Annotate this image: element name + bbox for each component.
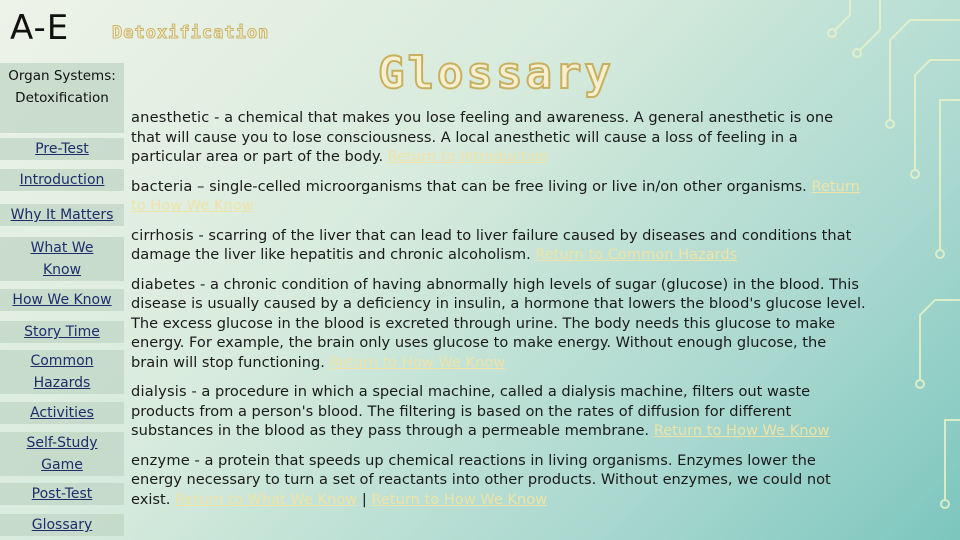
- sidebar-item-introduction[interactable]: Introduction: [0, 169, 124, 191]
- glossary-entry-anesthetic: [131, 108, 866, 167]
- sidebar-item-how-we-know[interactable]: How We Know: [0, 289, 124, 311]
- sidebar-item-why-it-matters[interactable]: Why It Matters: [0, 204, 124, 226]
- glossary-term: enzyme: [131, 451, 190, 469]
- glossary-term: diabetes: [131, 275, 196, 293]
- glossary-definition: - a procedure in which a special machine, called a dialysis machine, filters out waste products from a person's blood. The filtering is based on the rates of diffusion for different substances in the blood as they pass through a permeable membrane.: [131, 383, 811, 439]
- glossary-term: cirrhosis: [131, 226, 194, 244]
- sidebar-item-story-time[interactable]: Story Time: [0, 321, 124, 343]
- return-link[interactable]: Return to How We Know: [653, 422, 830, 439]
- glossary-definition: - a chronic condition of having abnormally high levels of sugar (glucose) in the blood. This disease is usually caused by a deficiency in insulin, a hormone that lowers the blood's glucose level. The excess glucose in the blood is excreted through urine. The body needs this glucose to make energy. For example, the brain only uses glucose to make energy. Without enough glucose, the brain will stop functioning.: [131, 275, 866, 371]
- glossary-definition: - a protein that speeds up chemical reactions in living organisms. Enzymes lower the energy necessary to turn a set of reactants into other products. Without enzymes, we could not exist.: [131, 451, 831, 508]
- sidebar-item-post-test[interactable]: Post-Test: [0, 483, 124, 505]
- glossary-definition: – single-celled microorganisms that can be free living or live in/on other organisms.: [192, 177, 812, 195]
- return-link[interactable]: Return to How We Know: [131, 177, 860, 214]
- unit-code: A-E: [10, 8, 70, 48]
- sidebar-heading: Organ Systems: Detoxification: [0, 63, 124, 133]
- sidebar-item-pre-test[interactable]: Pre-Test: [0, 138, 124, 160]
- page-title: Glossary: [378, 48, 614, 99]
- glossary-definition: - a chemical that makes you lose feeling and awareness. A general anesthetic is one that will cause you to lose consciousness. A local anesthetic will cause a loss of feeling in a particular area or part of the body.: [131, 109, 834, 165]
- sidebar-item-common-hazards[interactable]: Common Hazards: [0, 350, 124, 394]
- glossary-content: [131, 108, 866, 519]
- sidebar-item-activities[interactable]: Activities: [0, 402, 124, 424]
- unit-subtitle: Detoxification: [112, 23, 270, 43]
- sidebar-item-glossary[interactable]: Glossary: [0, 514, 124, 536]
- glossary-entry-enzyme: [131, 451, 866, 510]
- sidebar-item-self-study-game[interactable]: Self-Study Game: [0, 432, 124, 476]
- glossary-entry-dialysis: [131, 382, 866, 441]
- glossary-term: anesthetic: [131, 109, 210, 126]
- return-link[interactable]: Return to How We Know: [371, 490, 548, 508]
- glossary-entry-diabetes: [131, 275, 866, 373]
- link-separator: |: [357, 490, 372, 508]
- glossary-term: bacteria: [131, 177, 193, 195]
- return-link[interactable]: Return to Introduction: [387, 148, 549, 165]
- glossary-term: dialysis: [131, 383, 187, 400]
- glossary-entry-cirrhosis: [131, 226, 866, 265]
- return-link[interactable]: Return to How We Know: [329, 353, 506, 371]
- return-link[interactable]: Return to Common Hazards: [535, 246, 738, 263]
- return-link[interactable]: Return to What We Know: [175, 490, 358, 508]
- glossary-definition: - scarring of the liver that can lead to liver failure caused by diseases and conditions that damage the liver like hepatitis and chronic alcoholism.: [131, 226, 852, 263]
- sidebar-item-what-we-know[interactable]: What We Know: [0, 237, 124, 281]
- glossary-entry-bacteria: [131, 177, 866, 216]
